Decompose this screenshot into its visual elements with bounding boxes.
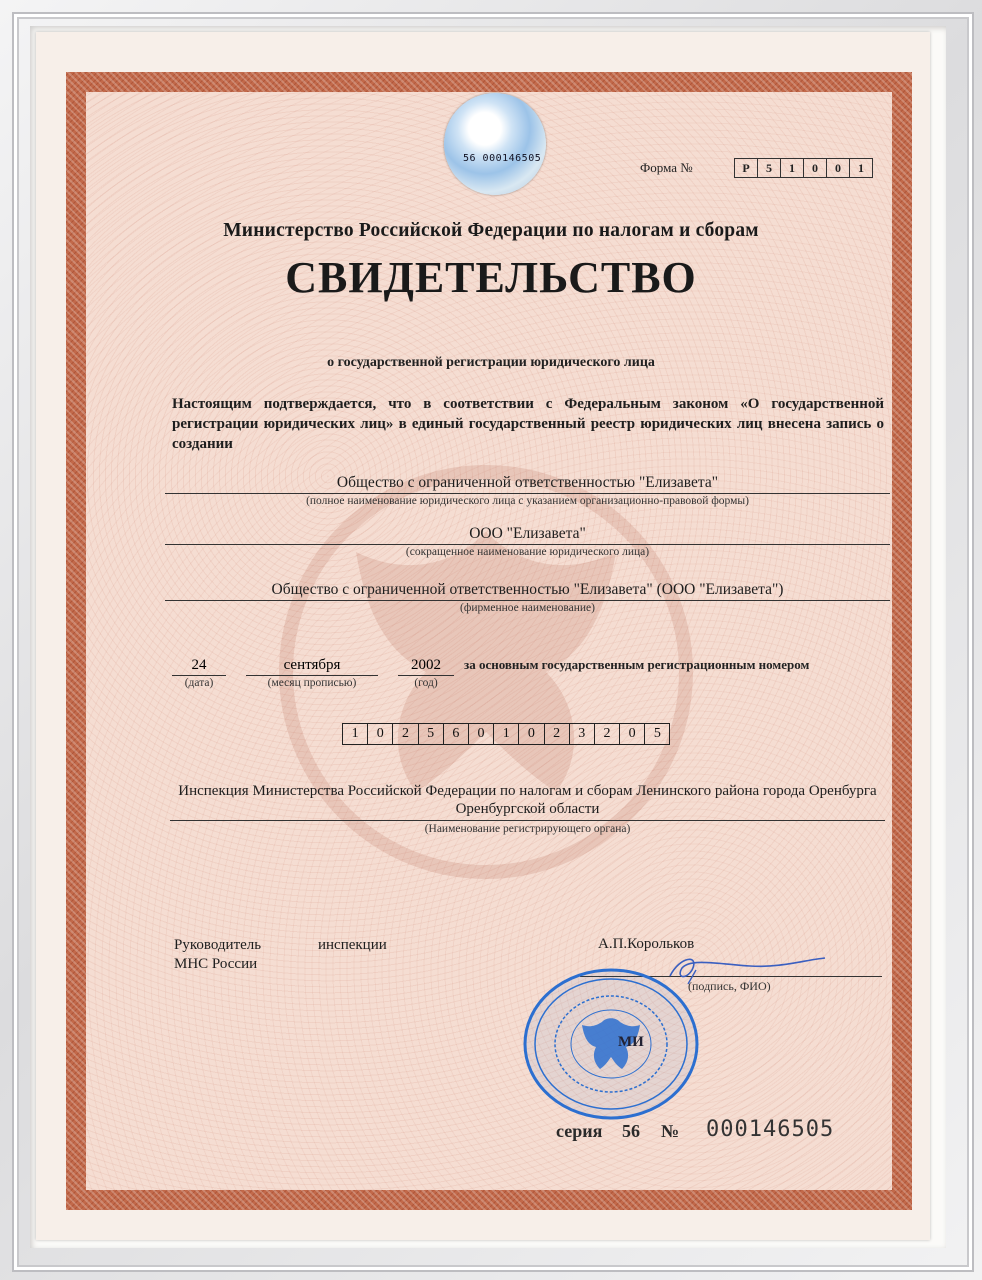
series-label: серия (556, 1121, 603, 1141)
form-code-cell: Р (735, 159, 758, 177)
certificate-paper (36, 32, 930, 1240)
ogrn-digit: 6 (444, 724, 469, 744)
reg-month (246, 655, 378, 691)
number-sign: № (661, 1121, 680, 1141)
reg-day-caption: (дата) (184, 677, 214, 689)
authority-name: Инспекция Министерства Российской Федерации по налогам и сборам Ленинского района города Оренбурга Оренбургской области (178, 783, 877, 817)
form-label: Форма № (640, 160, 693, 175)
official-seal (522, 967, 700, 1121)
signatory-title-line2: МНС России (174, 956, 258, 972)
series-number: 56 (622, 1121, 640, 1141)
signature-caption: (подпись, ФИО) (688, 979, 771, 993)
reg-month-caption: (месяц прописью) (267, 677, 357, 689)
ogrn-digit: 0 (368, 724, 393, 744)
ministry-heading: Министерство Российской Федерации по налогам и сборам (223, 220, 759, 241)
full-name-value: Общество с ограниченной ответственностью "Елизавета" (165, 473, 890, 494)
firm-name-field (165, 580, 890, 615)
reg-day (172, 655, 226, 691)
certificate-serial: 000146505 (706, 1117, 835, 1142)
ogrn-digit: 5 (419, 724, 444, 744)
ogrn-digit: 5 (653, 726, 661, 741)
document-subtitle: о государственной регистрации юридического лица (327, 355, 655, 370)
document-title: СВИДЕТЕЛЬСТВО (285, 253, 697, 302)
ogrn-digit: 3 (570, 724, 595, 744)
reg-year-caption: (год) (414, 677, 438, 689)
reg-year-value: 2002 (398, 655, 454, 676)
form-code-cell: 1 (781, 159, 804, 177)
intro-paragraph: Настоящим подтверждается, что в соответствии с Федеральным законом «О государственной регистрации юридических лиц» в единый государственный реестр юридических лиц внесена запись о создании (172, 396, 884, 452)
authority-caption: (Наименование регистрирующего органа) (424, 823, 631, 835)
ogrn-digit: 0 (620, 724, 645, 744)
signatory-name: А.П.Корольков (598, 936, 695, 952)
reg-number-text: за основным государственным регистрационным номером (464, 657, 810, 672)
ogrn-digit: 0 (519, 724, 544, 744)
signatory-title-word2: инспекции (318, 937, 387, 953)
reg-year (398, 655, 454, 691)
ogrn-digit: 1 (343, 724, 368, 744)
signatory-title-word1: Руководитель (174, 937, 262, 953)
form-code-cells (734, 158, 873, 178)
full-name-field (165, 473, 890, 508)
short-name-value: ООО "Елизавета" (165, 524, 890, 545)
authority-underline (170, 820, 885, 821)
reg-month-value: сентября (246, 655, 378, 676)
ogrn-digit: 0 (469, 724, 494, 744)
full-name-caption: (полное наименование юридического лица с указанием организационно-правовой формы) (306, 495, 749, 507)
ogrn-cells (342, 723, 670, 745)
firm-name-caption: (фирменное наименование) (460, 602, 595, 614)
firm-name-value: Общество с ограниченной ответственностью "Елизавета" (ООО "Елизавета") (165, 580, 890, 601)
ogrn-digit: 1 (494, 724, 519, 744)
ogrn-digit: 2 (595, 724, 620, 744)
hologram-serial: 56 000146505 (463, 153, 542, 164)
ogrn-digit: 2 (393, 724, 418, 744)
form-code-cell: 0 (827, 159, 850, 177)
reg-day-value: 24 (172, 655, 226, 676)
form-code-cell: 1 (858, 161, 864, 175)
hologram-sticker (444, 93, 546, 195)
ogrn-digit: 2 (545, 724, 570, 744)
stamp-mark: МИ (618, 1034, 644, 1050)
short-name-caption: (сокращенное наименование юридического лица) (405, 546, 650, 558)
short-name-field (165, 524, 890, 559)
form-code-cell: 0 (804, 159, 827, 177)
form-code-cell: 5 (758, 159, 781, 177)
